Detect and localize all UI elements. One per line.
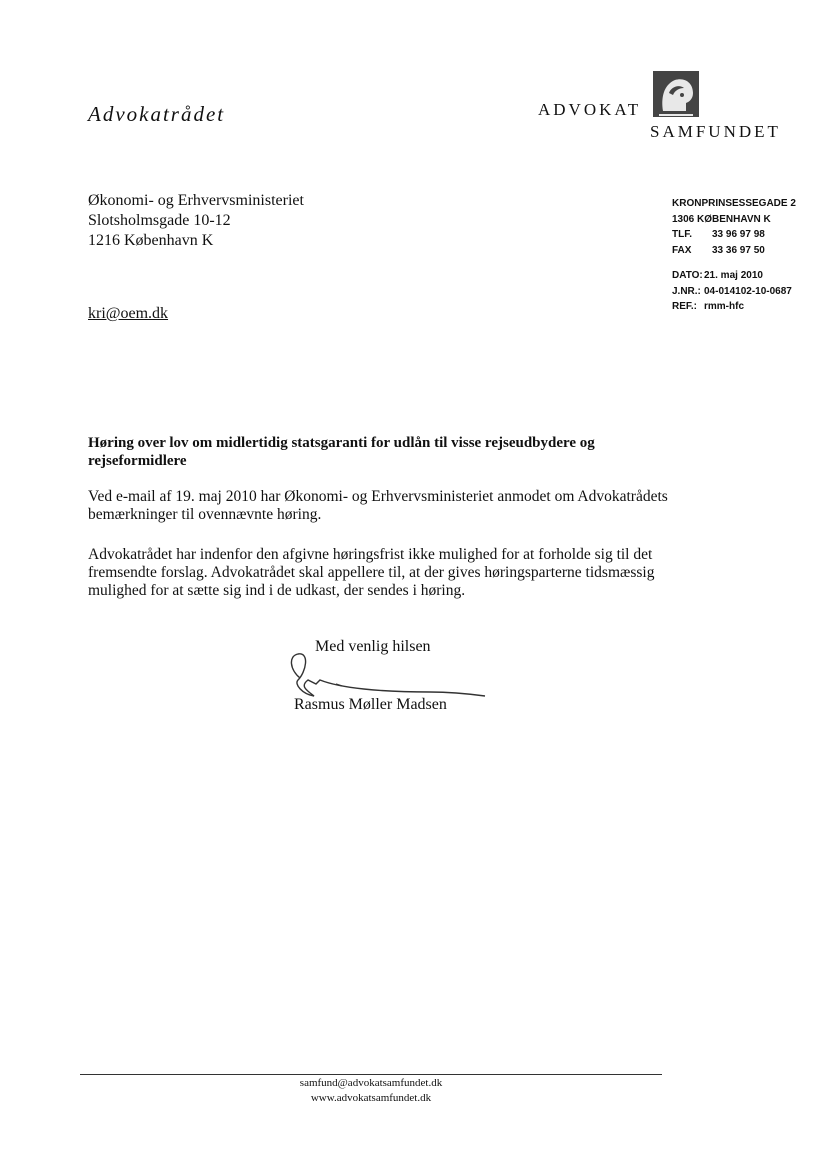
recipient-address (88, 191, 304, 251)
journal-label: J.NR.: (672, 285, 701, 297)
date-label: DATO: (672, 270, 703, 281)
phone-row (672, 227, 796, 243)
journal-row (672, 284, 796, 300)
phone-label: TLF. (672, 229, 692, 240)
footer-divider (80, 1074, 662, 1075)
reference-label: REF.: (672, 301, 697, 312)
handwritten-signature (280, 650, 490, 702)
sender-name-advokatraadet: Advokatrådet (88, 102, 226, 126)
phone-value: 33 96 97 98 (712, 229, 765, 240)
address-line: 1306 KØBENHAVN K (672, 213, 771, 225)
date-value: 21. maj 2010 (704, 270, 763, 281)
recipient-line: Økonomi- og Erhvervsministeriet (88, 192, 304, 209)
letter-paragraph: Advokatrådet har indenfor den afgivne høringsfrist ikke mulighed for at forholde sig til det fremsendte forslag. Advokatrådet skal appellere til, at der gives høringsparterne tidsmæssig mulighed for at sætte sig ind i de udkast, der sendes i høring. (88, 546, 655, 599)
fax-label: FAX (672, 244, 692, 256)
recipient-line: 1216 København K (88, 232, 214, 249)
recipient-line: Slotsholmsgade 10-12 (88, 212, 231, 229)
signer-name: Rasmus Møller Madsen (294, 696, 447, 713)
address-line: KRONPRINSESSEGADE 2 (672, 198, 796, 209)
journal-value: 04-014102-10-0687 (704, 285, 792, 297)
date-row (672, 268, 796, 284)
fax-value: 33 36 97 50 (712, 244, 765, 256)
helmeted-head-emblem-icon (653, 71, 699, 117)
fax-row (672, 243, 796, 259)
reference-value: rmm-hfc (704, 301, 745, 312)
letter-subject: Høring over lov om midlertidig statsgaranti for udlån til visse rejseudbydere og rejseformidlere (88, 435, 595, 469)
letter-paragraph: Ved e-mail af 19. maj 2010 har Økonomi- og Erhvervsministeriet anmodet om Advokatrådets bemærkninger til ovennævnte høring. (88, 488, 668, 523)
logo-text-advokat: ADVOKAT (538, 100, 642, 119)
footer-email-link[interactable]: samfund@advokatsamfundet.dk (299, 1077, 443, 1089)
footer-website-link[interactable]: www.advokatsamfundet.dk (310, 1092, 432, 1104)
recipient-email-link[interactable]: kri@oem.dk (88, 305, 169, 322)
sender-contact-block (672, 196, 796, 315)
logo-text-samfundet: SAMFUNDET (650, 122, 781, 141)
closing-salutation: Med venlig hilsen (315, 638, 431, 655)
reference-row (672, 299, 796, 315)
